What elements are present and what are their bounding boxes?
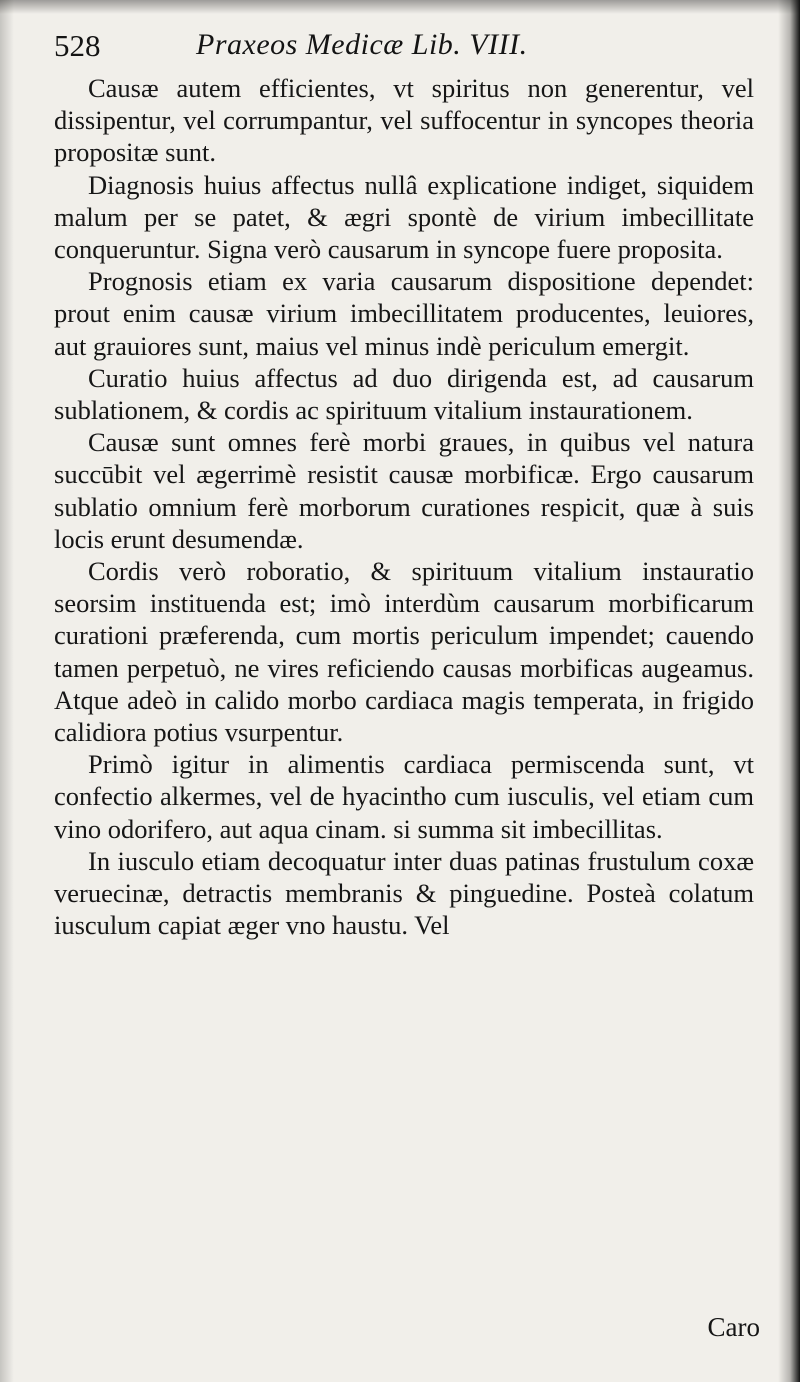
running-head-title: Praxeos Medicæ Lib. VIII.	[196, 28, 528, 61]
paragraph-alimentis: Primò igitur in alimentis cardiaca permiscenda sunt, vt confectio alkermes, vel de hyacintho cum iusculis, vel etiam cum vino odorifero, aut aqua cinam. si summa sit imbecillitas.	[54, 749, 754, 844]
paragraph-causae-efficientes: Causæ autem efficientes, vt spiritus non generentur, vel dissipentur, vel corrumpantur, vel suffocentur in syncopes theoria propositæ sunt.	[54, 73, 754, 168]
paragraph-prognosis: Prognosis etiam ex varia causarum dispositione dependet: prout enim causæ virium imbecillitatem producentes, leuiores, aut grauiores sunt, maius vel minus indè periculum emergit.	[54, 266, 754, 361]
paragraph-iusculo: In iusculo etiam decoquatur inter duas patinas frustulum coxæ veruecinæ, detractis membranis & pinguedine. Posteà colatum iusculum capiat æger vno haustu. Vel	[54, 845, 754, 941]
paragraph-causae-morbi: Causæ sunt omnes ferè morbi graues, in quibus vel natura succūbit vel ægerrimè resistit causæ morbificæ. Ergo causarum sublatio omnium ferè morborum curationes respicit, quæ à suis locis erunt desumendæ.	[54, 427, 754, 554]
paragraph-cordis-roboratio: Cordis verò roboratio, & spirituum vitalium instauratio seorsim instituenda est; imò interdùm causarum morbificarum curationi præferenda, cum mortis periculum impendet; cauendo tamen perpetuò, ne vires reficiendo causas morbificas augeamus. Atque adeò in calido morbo cardiaca magis temperata, in frigido calidiora potius vsurpentur.	[54, 556, 754, 748]
catchword: Caro	[707, 1312, 760, 1342]
page-top-shadow	[0, 0, 800, 14]
paragraph-curatio: Curatio huius affectus ad duo dirigenda est, ad causarum sublationem, & cordis ac spirituum vitalium instaurationem.	[54, 362, 754, 426]
page-left-shadow	[0, 0, 14, 1382]
page-number: 528	[54, 28, 101, 63]
paragraph-diagnosis: Diagnosis huius affectus nullâ explicatione indiget, siquidem malum per se patet, & ægri spontè de virium imbecillitate conqueruntur. Signa verò causarum in syncope fuere proposita.	[54, 169, 754, 265]
running-head	[54, 28, 754, 72]
body-text	[54, 72, 754, 941]
page-gutter-shadow	[778, 0, 800, 1382]
